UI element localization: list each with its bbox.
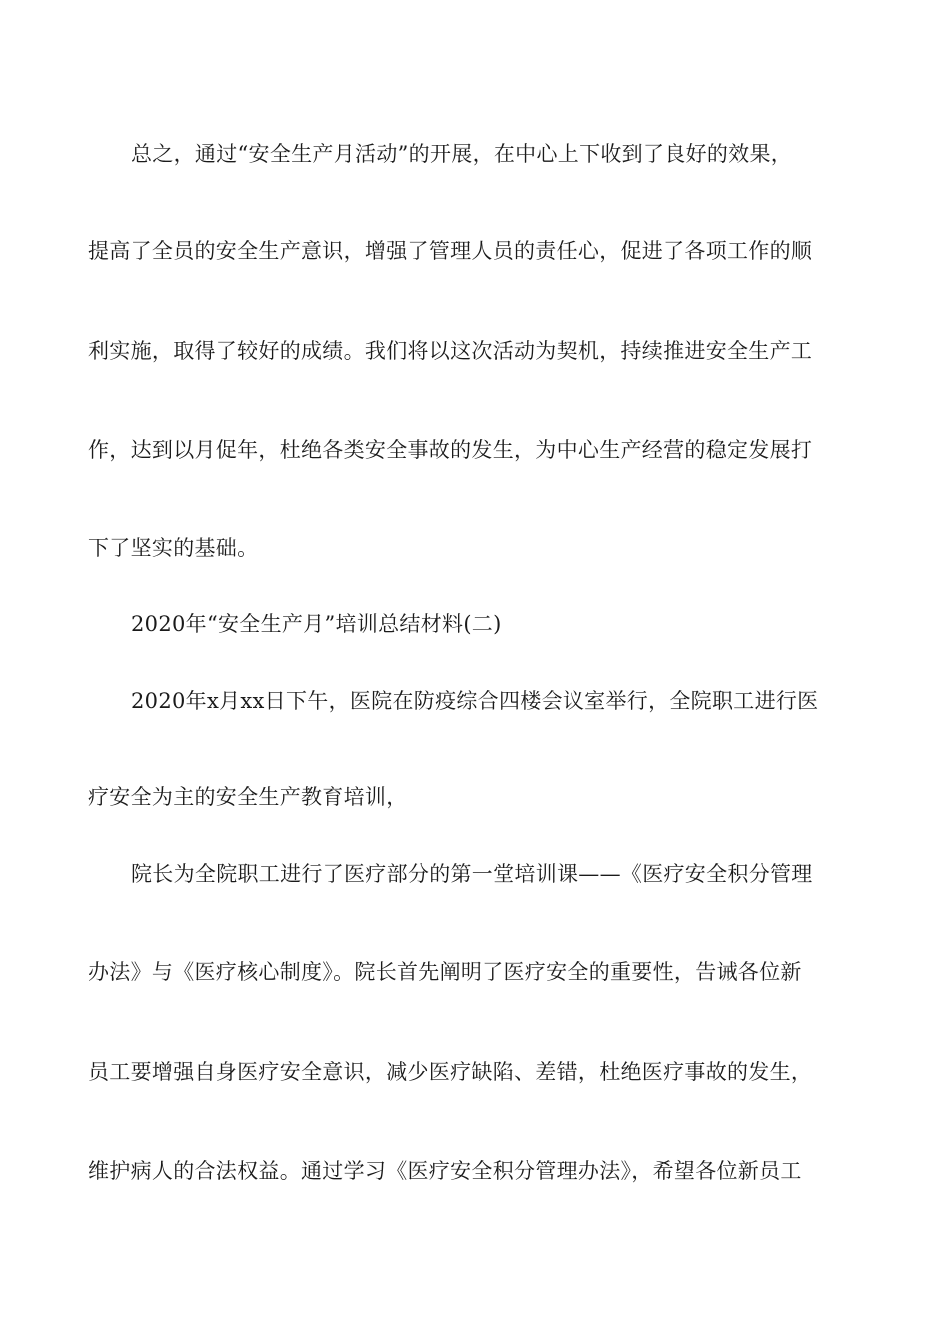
paragraph-1-line-3: 利实施，取得了较好的成绩。我们将以这次活动为契机，持续推进安全生产工	[88, 339, 813, 363]
paragraph-2-line-2: 疗安全为主的安全生产教育培训，	[88, 785, 408, 809]
paragraph-3-line-2: 办法》与《医疗核心制度》。院长首先阐明了医疗安全的重要性，告诫各位新	[88, 960, 802, 984]
paragraph-3-line-3: 员工要增强自身医疗安全意识，减少医疗缺陷、差错，杜绝医疗事故的发生，	[88, 1060, 813, 1084]
paragraph-2-line-1: 2020年x月xx日下午，医院在防疫综合四楼会议室举行，全院职工进行医	[131, 689, 819, 713]
paragraph-1-line-4: 作，达到以月促年，杜绝各类安全事故的发生，为中心生产经营的稳定发展打	[88, 438, 813, 462]
section-title: 2020年“安全生产月”培训总结材料(二)	[131, 612, 502, 636]
paragraph-1-line-2: 提高了全员的安全生产意识，增强了管理人员的责任心，促进了各项工作的顺	[88, 239, 813, 263]
paragraph-1-line-1: 总之，通过“安全生产月活动”的开展，在中心上下收到了良好的效果，	[131, 142, 793, 166]
paragraph-3-line-4: 维护病人的合法权益。通过学习《医疗安全积分管理办法》，希望各位新员工	[88, 1159, 802, 1183]
paragraph-1-line-5: 下了坚实的基础。	[88, 536, 259, 560]
paragraph-3-line-1: 院长为全院职工进行了医疗部分的第一堂培训课——《医疗安全积分管理	[131, 862, 813, 886]
